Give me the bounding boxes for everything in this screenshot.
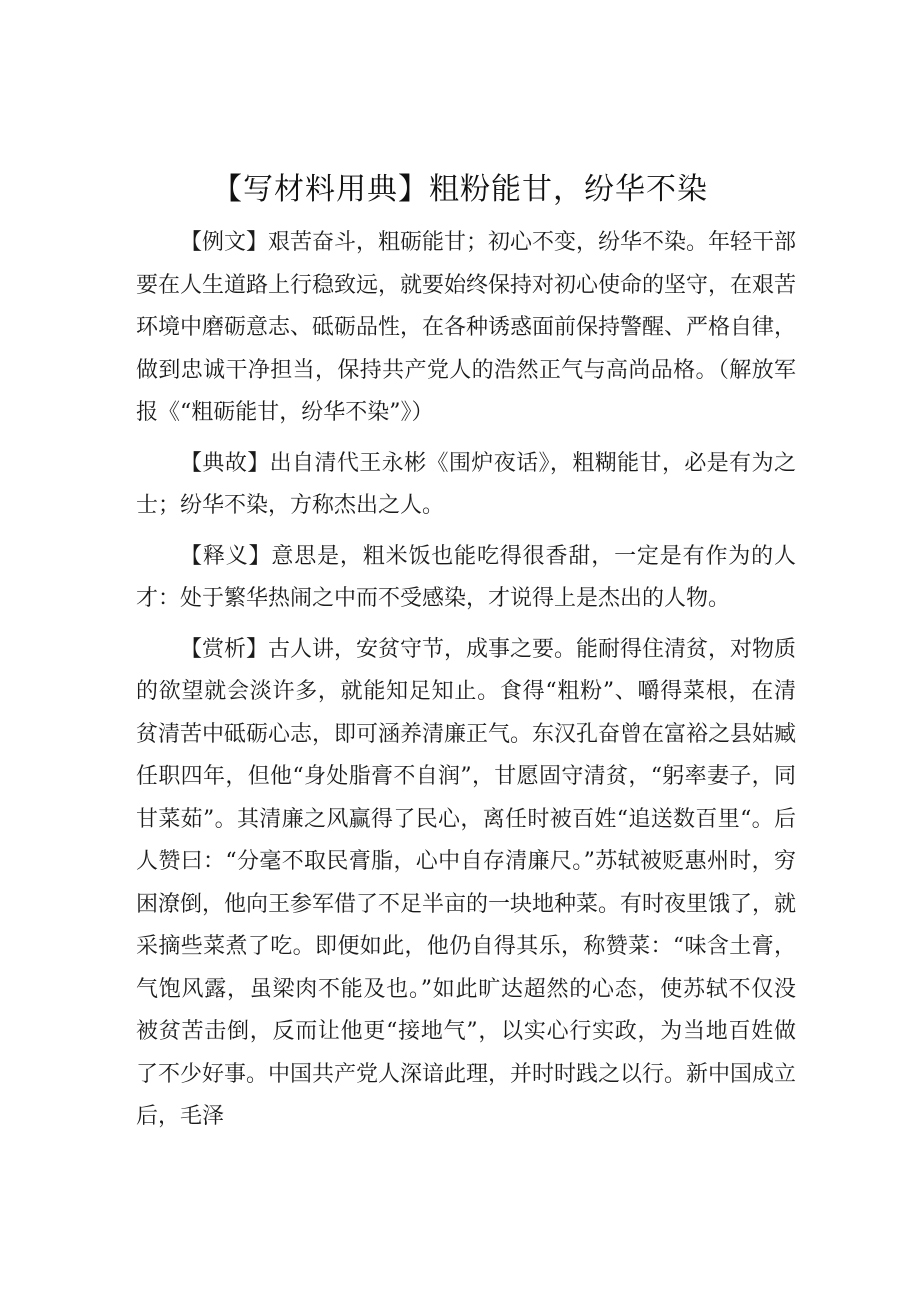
- paragraph-appreciation: 【赏析】古人讲，安贫守节，成事之要。能耐得住清贫，对物质的欲望就会淡许多，就能知足知止。食得“粗粉”、嚼得菜根，在清贫清苦中砥砺心志，即可涵养清廉正气。东汉孔奋曾在富裕之县姑臧任职四年，但他“身处脂膏不自润”，甘愿固守清贫，“躬率妻子，同甘菜茹”。其清廉之风赢得了民心，离任时被百姓“追送数百里“。后人赞曰：“分毫不取民膏脂，心中自存清廉尺。”苏轼被贬惠州时，穷困潦倒，他向王参军借了不足半亩的一块地种菜。有时夜里饿了，就采摘些菜煮了吃。即便如此，他仍自得其乐，称赞菜：“味含土膏，气饱风露，虽梁肉不能及也。”如此旷达超然的心态，使苏轼不仅没被贫苦击倒，反而让他更“接地气”，以实心行实政，为当地百姓做了不少好事。中国共产党人深谙此理，并时时践之以行。新中国成立后，毛泽: [136, 636, 797, 1129]
- paragraph-allusion: 【典故】出自清代王永彬《围炉夜话》，粗糊能甘，必是有为之士；纷华不染，方称杰出之人。: [136, 450, 796, 518]
- document-body: [136, 222, 796, 1139]
- paragraph-example: 【例文】艰苦奋斗，粗砺能甘；初心不变，纷华不染。年轻干部要在人生道路上行稳致远，就要始终保持对初心使命的坚守，在艰苦环境中磨砺意志、砥砺品性，在各种诱惑面前保持警醒、严格自律，做到忠诚干净担当，保持共产党人的浩然正气与高尚品格。（解放军报《“粗砺能甘，纷华不染”》）: [136, 230, 797, 425]
- paragraph-interpretation: 【释义】意思是，粗米饭也能吃得很香甜，一定是有作为的人才：处于繁华热闹之中而不受感染，才说得上是杰出的人物。: [136, 543, 796, 611]
- document-title: 【写材料用典】粗粉能甘，纷华不染: [212, 172, 708, 207]
